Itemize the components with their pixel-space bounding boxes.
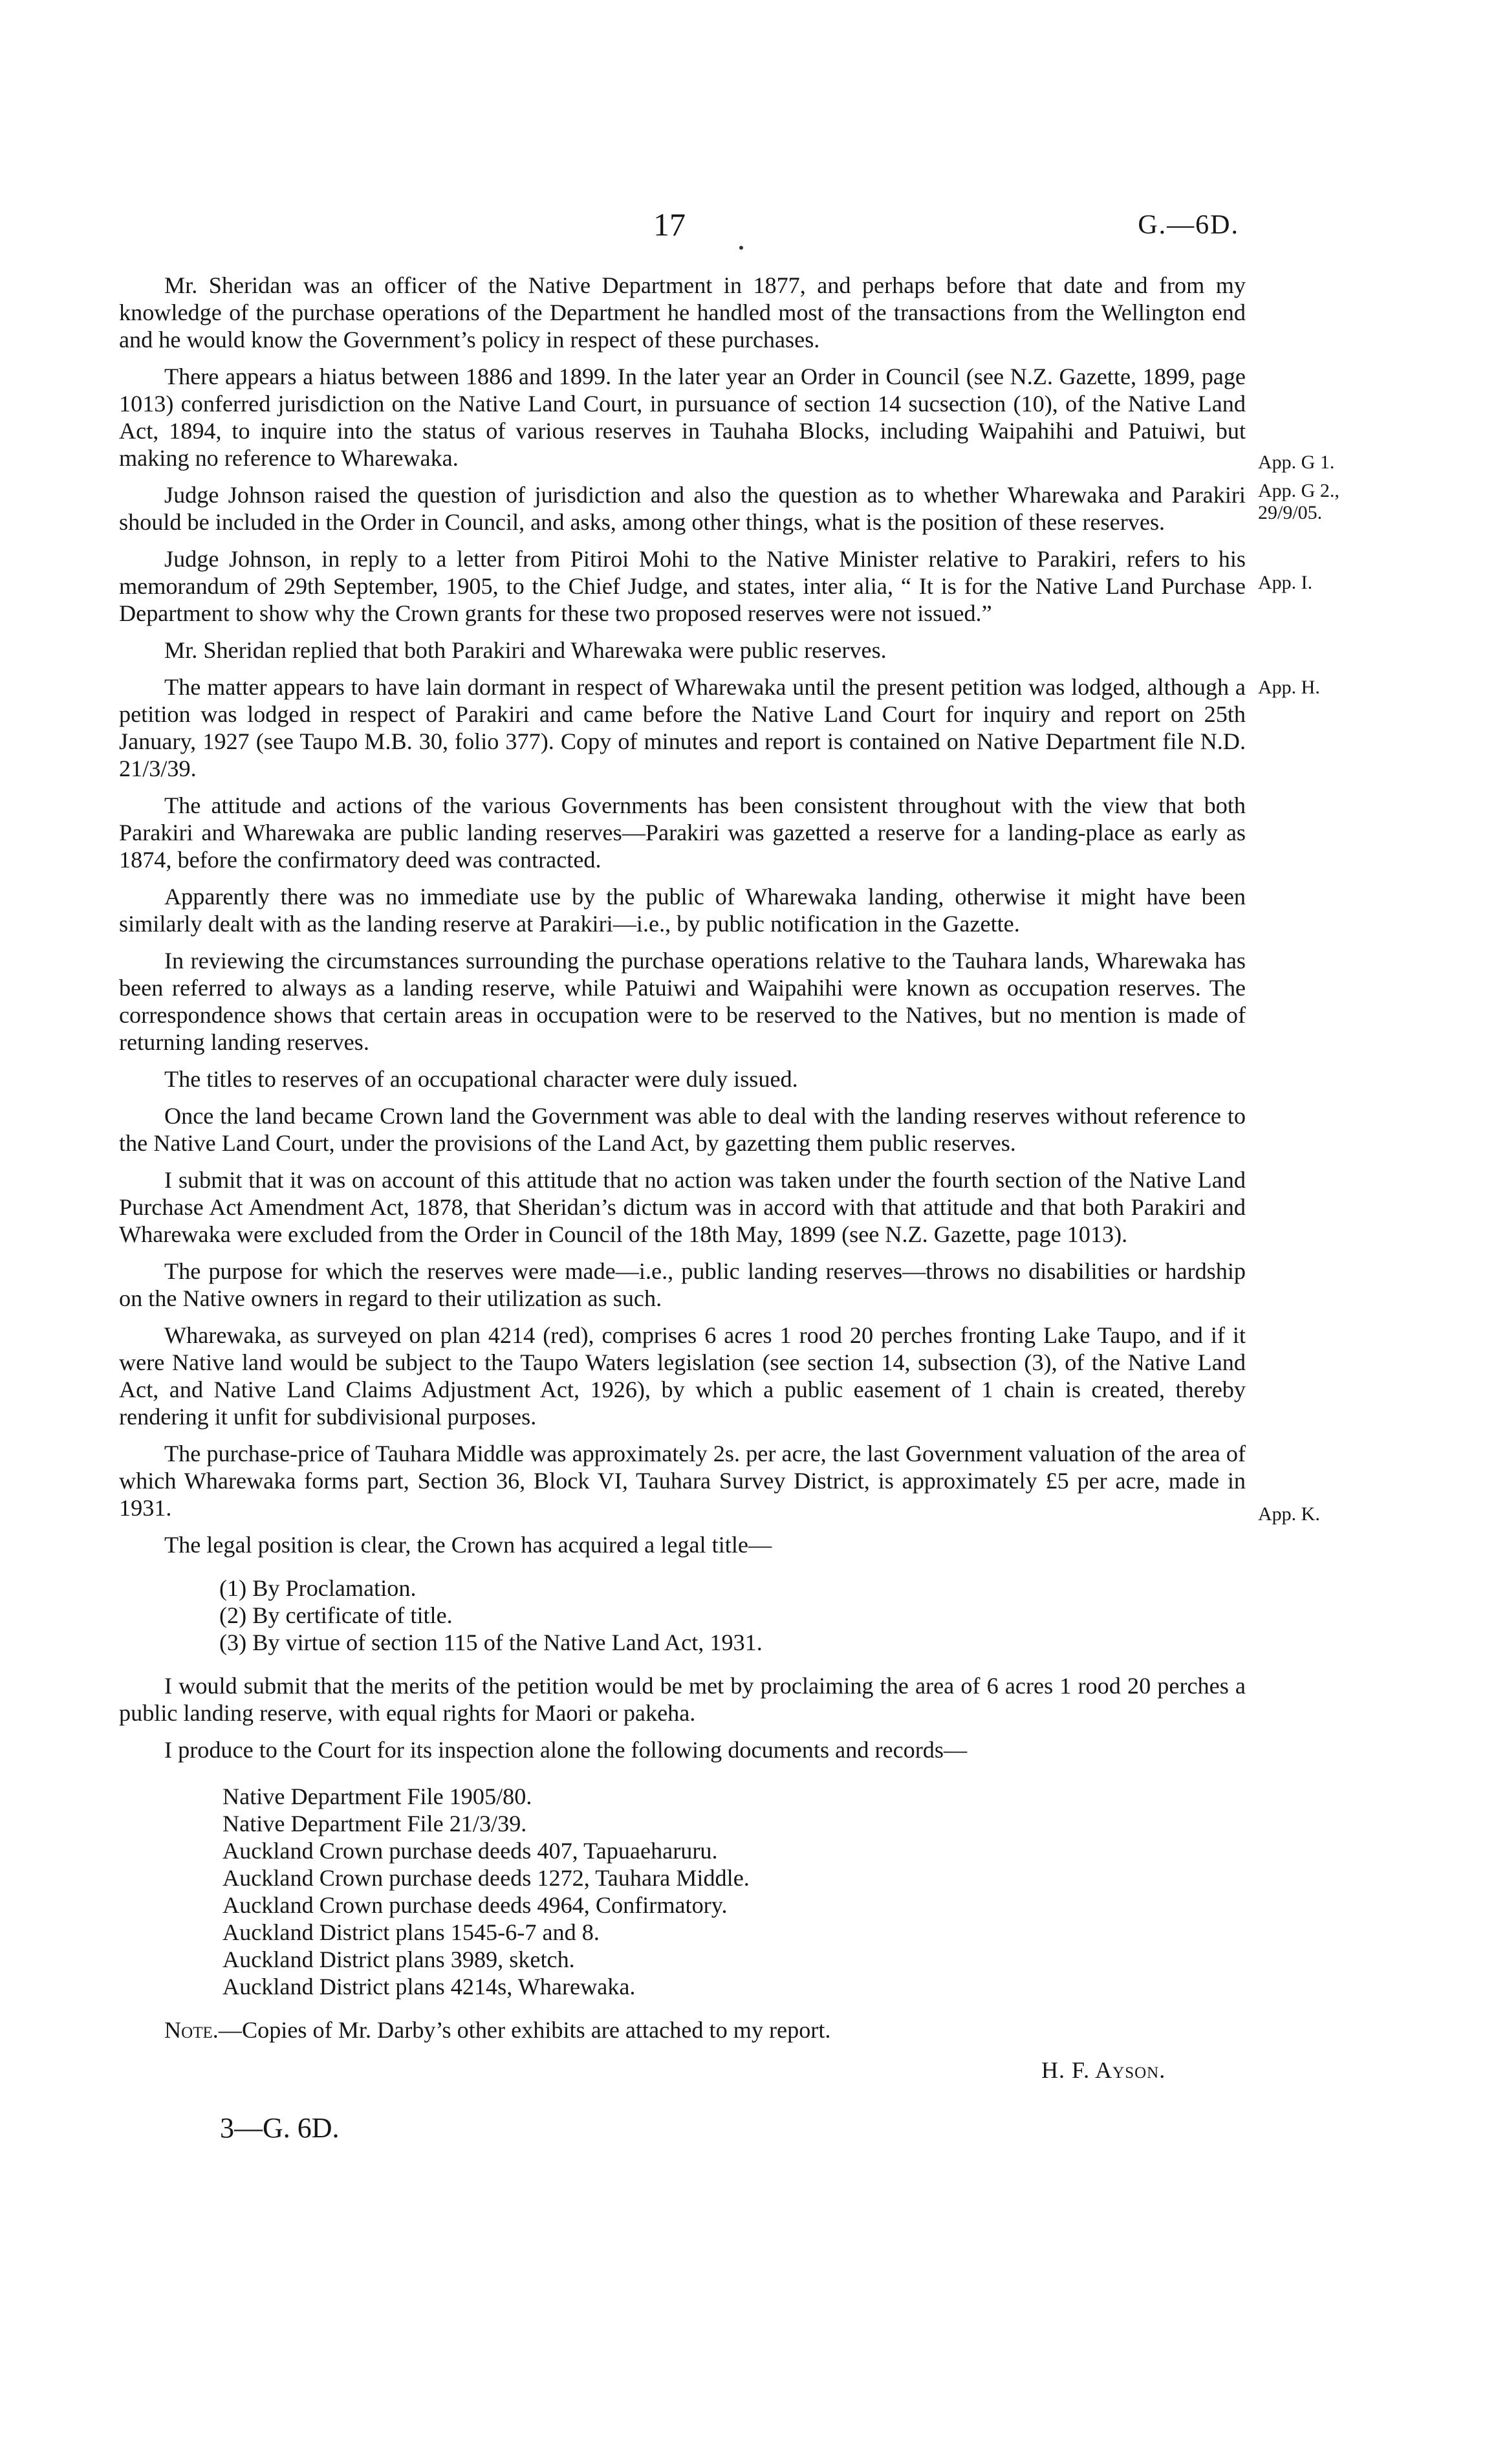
list-item: Auckland Crown purchase deeds 1272, Tauhara Middle. (222, 1865, 750, 1891)
list-item: (2) By certificate of title. (219, 1602, 453, 1628)
margin-note-app-g2-date: 29/9/05. (1258, 502, 1323, 523)
paragraph: The matter appears to have lain dormant in respect of Wharewaka until the present petition was lodged, although a petition was lodged in respect of Parakiri and came before the Native Land Court for inquiry and report on 25th January, 1927 (see Taupo M.B. 30, folio 377). Copy of minutes and report is contained on Native Department file N.D. 21/3/39. (119, 674, 1246, 781)
paragraph: The purchase-price of Tauhara Middle was approximately 2s. per acre, the last Government valuation of the area of which Wharewaka forms part, Section 36, Block VI, Tauhara Survey District, is approximately £5 per acre, made in 1931. (119, 1441, 1246, 1521)
paragraph: Mr. Sheridan was an officer of the Native Department in 1877, and perhaps before that date and from my knowledge of the purchase operations of the Department he handled most of the transactions from the Wellington end and he would know the Government’s policy in respect of these purchases. (119, 272, 1246, 353)
list-item: Auckland District plans 4214s, Wharewaka. (222, 1974, 636, 2000)
paragraph: Wharewaka, as surveyed on plan 4214 (red), comprises 6 acres 1 rood 20 perches fronting Lake Taupo, and if it were Native land would be subject to the Taupo Waters legislation (see section 14, subsection (3), of the Native Land Act, and Native Land Claims Adjustment Act, 1926), by which a public easement of 1 chain is created, thereby rendering it unfit for subdivisional purposes. (119, 1322, 1246, 1430)
paragraph: Once the land became Crown land the Government was able to deal with the landing reserves without reference to the Native Land Court, under the provisions of the Land Act, by gazetting them public reserves. (119, 1103, 1246, 1156)
title-list (219, 1575, 1246, 1656)
margin-note-app-k: App. K. (1258, 1503, 1320, 1525)
list-item: Native Department File 21/3/39. (222, 1811, 527, 1837)
paragraph: In reviewing the circumstances surrounding the purchase operations relative to the Tauhara lands, Wharewaka has been referred to always as a landing reserve, while Patuiwi and Waipahihi were known as occupation reserves. The correspondence shows that certain areas in occupation were to be reserved to the Natives, but no mention is made of returning landing reserves. (119, 948, 1246, 1055)
margin-note-app-g1: App. G 1. (1258, 452, 1335, 473)
margin-note-app-g2: App. G 2., (1258, 480, 1339, 501)
note-label: Note. (164, 2017, 219, 2043)
list-item: Auckland Crown purchase deeds 407, Tapuaeharuru. (222, 1838, 718, 1864)
footer-reference: 3—G. 6D. (220, 2112, 340, 2144)
paragraph: There appears a hiatus between 1886 and 1899. In the later year an Order in Council (see N.Z. Gazette, 1899, page 1013) conferred jurisdiction on the Native Land Court, in pursuance of section 14 sucsection (10), of the Native Land Act, 1894, to inquire into the status of various reserves in Tauhaha Blocks, including Waipahihi and Patuiwi, but making no reference to Wharewaka. (119, 364, 1246, 471)
print-speck (739, 246, 743, 250)
paragraph: I would submit that the merits of the petition would be met by proclaiming the area of 6 acres 1 rood 20 perches a public landing reserve, with equal rights for Maori or pakeha. (119, 1673, 1246, 1726)
list-item: Auckland District plans 1545-6-7 and 8. (222, 1919, 600, 1945)
body-text (119, 272, 1246, 2044)
paragraph: The legal position is clear, the Crown has acquired a legal title— (164, 1532, 772, 1558)
list-item: (1) By Proclamation. (219, 1575, 417, 1601)
signature: H. F. Ayson. (1041, 2057, 1166, 2083)
document-reference: G.—6D. (1138, 210, 1239, 240)
margin-note-app-h: App. H. (1258, 677, 1320, 698)
page-number: 17 (653, 206, 686, 243)
list-item: Auckland Crown purchase deeds 4964, Confirmatory. (222, 1892, 728, 1918)
paragraph: I submit that it was on account of this attitude that no action was taken under the fourth section of the Native Land Purchase Act Amendment Act, 1878, that Sheridan’s dictum was in accord with that attitude and that both Parakiri and Wharewaka were excluded from the Order in Council of the 18th May, 1899 (see N.Z. Gazette, page 1013). (119, 1167, 1246, 1247)
paragraph: Judge Johnson raised the question of jurisdiction and also the question as to whether Wharewaka and Parakiri should be included in the Order in Council, and asks, among other things, what is the position of these reserves. (119, 482, 1246, 535)
note-text: —Copies of Mr. Darby’s other exhibits are attached to my report. (218, 2017, 831, 2043)
paragraph: The attitude and actions of the various Governments has been consistent throughout with the view that both Parakiri and Wharewaka are public landing reserves—Parakiri was gazetted a reserve for a landing-place as early as 1874, before the confirmatory deed was contracted. (119, 792, 1246, 873)
paragraph: Apparently there was no immediate use by the public of Wharewaka landing, otherwise it might have been similarly dealt with as the landing reserve at Parakiri—i.e., by public notification in the Gazette. (119, 884, 1246, 937)
paragraph: Mr. Sheridan replied that both Parakiri and Wharewaka were public reserves. (164, 637, 887, 663)
paragraph: The titles to reserves of an occupational character were duly issued. (164, 1066, 798, 1092)
documents-list (222, 1783, 1246, 2000)
list-item: Auckland District plans 3989, sketch. (222, 1946, 575, 1972)
note (119, 2016, 1246, 2044)
list-item: Native Department File 1905/80. (222, 1783, 532, 1809)
list-item: (3) By virtue of section 115 of the Native Land Act, 1931. (219, 1630, 763, 1655)
margin-note-app-i: App. I. (1258, 572, 1313, 593)
paragraph: The purpose for which the reserves were made—i.e., public landing reserves—throws no disabilities or hardship on the Native owners in regard to their utilization as such. (119, 1258, 1246, 1311)
paragraph: I produce to the Court for its inspection alone the following documents and records— (164, 1737, 968, 1763)
paragraph: Judge Johnson, in reply to a letter from Pitiroi Mohi to the Native Minister relative to Parakiri, refers to his memorandum of 29th September, 1905, to the Chief Judge, and states, inter alia, “ It is for the Native Land Purchase Department to show why the Crown grants for these two proposed reserves were not issued.” (119, 546, 1246, 626)
